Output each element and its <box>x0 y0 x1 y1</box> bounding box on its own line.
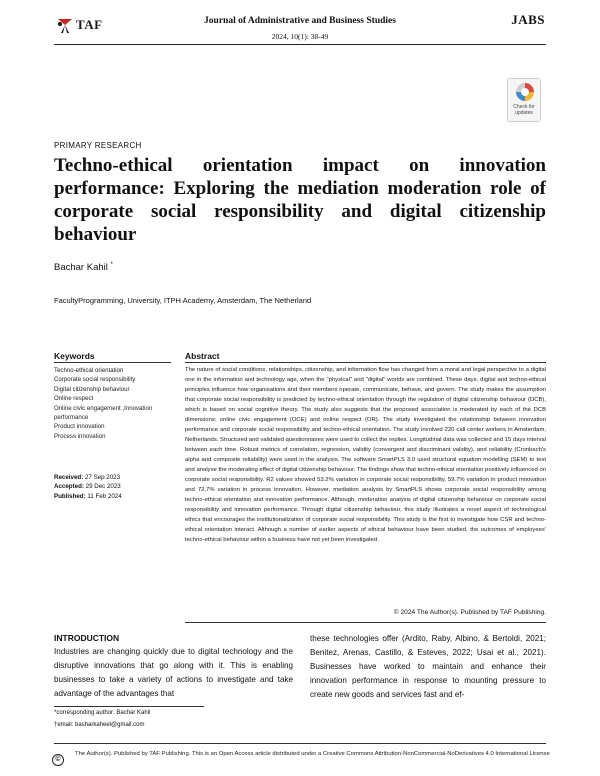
keyword-item: Digital citizenship behaviour <box>54 385 130 393</box>
author-name: Bachar Kahil <box>54 262 108 274</box>
section-label: PRIMARY RESEARCH <box>54 141 142 150</box>
keyword-item: Corporate social responsibility <box>54 376 136 384</box>
keyword-item: Product innovation <box>54 423 105 431</box>
corresponding-author-note: *corresponding author: Bachar Kahil <box>54 710 151 716</box>
accepted-date: Accepted: 29 Dec 2023 <box>54 483 121 491</box>
article-dates <box>54 473 122 501</box>
keyword-item: Process innovation <box>54 432 106 440</box>
taf-logo-icon <box>56 16 74 34</box>
abstract-divider <box>185 362 546 363</box>
affiliation: FacultyProgramming, University, ITPH Academy, Amsterdam, The Netherland <box>54 296 312 305</box>
received-date: Received: 27 Sep 2023 <box>54 474 121 481</box>
logo-text: TAF <box>76 17 103 32</box>
author-line <box>54 262 113 273</box>
creative-commons-icon: © <box>52 754 64 766</box>
introduction-right-column: these technologies offer (Ardito, Raby, Albino, & Bertoldi, 2021; Benitez, Arenas, Castillo, & Esteves, 2022; Usai et al., 2021). Businesses have worked to maintain and enhance their innovation performance in response to mounting pressure to create new goods and services fast and ef- <box>310 634 546 699</box>
keywords-list <box>54 366 172 441</box>
introduction-left-column: Industries are changing quickly due to digital technology and the disruptive innovations that go along with it. This is enabling businesses to take a variety of actions to investigate and take advantage of the advantages that <box>54 647 293 698</box>
abstract-text: The nature of social conditions, relationships, citizenship, and information flow has changed from a moral and legal perspective to a digital one in the information and technology age, when the "physical" and "digital" worlds are combined. These days, digital and techno-ethical principles influence how organisations and their members operate, communicate, behave, and govern. The study makes the assumption that corporate social responsibility is predicted by techno-ethical orientation through the regulation of digital citizenship behaviour (DCB), which is based on social cognitive theory. The study also suggests that the proposed association is moderated by each of the DCB dimensions: online civic engagement (OCE) and online respect (OR). The study investigated the relationship between innovation performance and corporate social responsibility and techno-ethical orientation. The study involved 220 call center workers in Amsterdam, Netherlands. Structured and validated questionnaires were used to collect the replies. Longitudinal data was collected and 15 days interval between each time. Robust metrics of correlation, regression, validity (convergent and discriminant validity), and reliability (Cronbach's alpha and composite reliability) were used in the analysis. The software SmartPLS 3.0 used structural equation modelling (SEM) to test and analyse the moderating effect of digital citizenship behaviour. The findings show that techno-ethical orientation positively influenced on corporate social responsibility. R2 values showed 53.2% variation in corporate social responsibility, 59.7% variation in product innovation and 72.7% variation in process innovation. However, mediation analysis by SmartPLS shows corporate social responsibility among techno-ethical orientation and innovation performance. Although, moderation analysis of digital citizenship behaviour on corporate social responsibility and innovation performance. Through digital citizenship behaviour, this study illustrates a novel aspect of technological ethics that encourages the institutionalization of corporate social responsibility. This study is the first to investigate how CSR and techno-ethical orientation interact. Although a number of earlier aspects of ethical behaviour have been studied, the outcomes of employees' techno-ethical behaviour within a business have not yet been investigated. <box>185 367 546 543</box>
introduction-heading: INTRODUCTION <box>54 633 120 643</box>
license-text: The Author(s). Published by TAF Publishing. This is an Open Access article distributed under a Creative Commons Attribution-NonCommercial-NoDerivatives 4.0 International License <box>75 751 550 757</box>
keyword-item: Techno-ethical orientation <box>54 367 124 374</box>
keyword-item: Online civic engagement ,Innovation performance <box>54 404 153 422</box>
copyright-line: © 2024 The Author(s). Published by TAF Publishing. <box>393 609 546 616</box>
keywords-divider <box>54 362 171 363</box>
abstract-bottom-divider <box>185 622 546 623</box>
author-mark: * <box>110 262 113 268</box>
abstract-heading: Abstract <box>185 351 220 361</box>
email-note[interactable]: †email: basharkaheel@gmail.com <box>54 722 145 728</box>
article-title: Techno-ethical orientation impact on innovation performance: Exploring the mediation moderation role of corporate social responsibility and digital citizenship behaviour <box>54 155 546 245</box>
journal-title: Journal of Administrative and Business Studies <box>204 16 396 26</box>
journal-issue: 2024, 10(1): 38-49 <box>271 32 329 41</box>
published-date: Published: 11 Feb 2024 <box>54 492 122 500</box>
updates-label: Check for updates <box>513 104 535 116</box>
journal-abbreviation: JABS <box>511 12 545 27</box>
journal-header <box>0 0 600 40</box>
keywords-heading: Keywords <box>54 351 95 361</box>
footnote-divider <box>54 706 204 707</box>
header-divider <box>54 44 546 45</box>
keyword-item: Online respect <box>54 395 94 403</box>
publisher-logo <box>56 16 126 34</box>
footer-divider <box>54 743 546 744</box>
updates-icon <box>516 83 534 101</box>
check-for-updates-badge[interactable] <box>507 78 541 122</box>
